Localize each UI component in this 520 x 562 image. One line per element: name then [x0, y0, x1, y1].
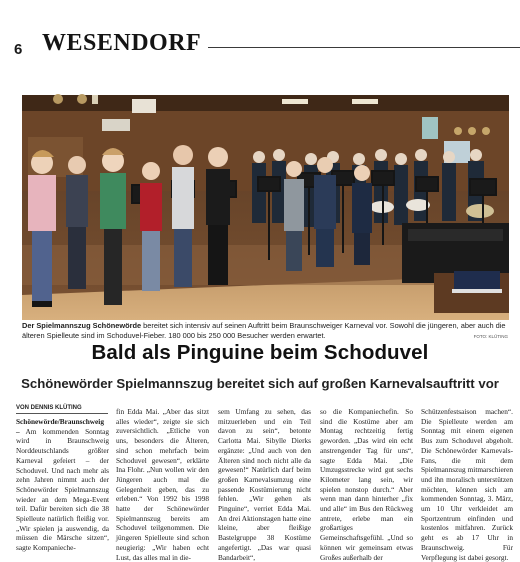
photo-caption	[22, 321, 509, 341]
article-headline: Bald als Pinguine beim Schoduvel	[91, 341, 429, 364]
article-column-4	[320, 407, 413, 562]
article-column-3	[218, 407, 311, 562]
byline-rule	[16, 413, 108, 414]
header-rule	[208, 47, 520, 48]
caption-lead: Der Spielmannszug Schönewörde	[22, 321, 142, 330]
column-text: sem Umfang zu sehen, das mitzuerleben und ein Teil davon zu sein“, betonte Carlotta Mai. Sibylle Dierks ergänzte: „Und auch von den Älteren sind noch nicht alle da gewesen!“ Natürlich darf beim großen Karnevalsumzug eine passende Kostümierung nicht fehlen. „Wir gehen als Pinguine“, verriet Edda Mai. An drei Aktionstagen hatte eine kleine, aber fleißige Bastelgruppe 38 Kostüme angefertigt. „Das war quasi Bandarbeit“,	[218, 407, 311, 562]
article-photo	[22, 95, 509, 320]
article-column-1	[16, 417, 109, 553]
page-header	[0, 0, 520, 70]
article-paragraph	[16, 417, 109, 553]
byline: VON DENNIS KLÜTING	[16, 405, 82, 411]
section-title: WESENDORF	[42, 30, 202, 56]
caption-text: bereitet sich intensiv auf seinen Auftritt beim Braunschweiger Karneval vor. Sowohl die jüngeren, aber auch die älteren Spielleute sind im Schoduvel-Fieber. 180 000 bis 250 000 Besucher werden erwartet.	[22, 321, 506, 340]
column-text: Am kommenden Sonntag wird in Braunschweig Norddeutschlands größter Karneval gefeiert – der Schoduvel. Und nach mehr als zehn Jahren nimmt auch der Schönewörder Spielmannszug wieder an dem Mega-Event teil. Dafür bereiten sich die 38 Spielleute natürlich fleißig vor. „Wir spielen ja auswendig, da müssen die Märsche sitzen“, sagte Kompanieche-	[16, 426, 109, 553]
article-column-5	[421, 407, 513, 562]
article-subheadline: Schönewörder Spielmannszug bereitet sich auf großen Karnevalsauftritt vor	[21, 376, 499, 391]
column-text: so die Kompaniechefin. So sind die Kostüme aber am Montag rechtzeitig fertig geworden. „Das wird ein echt anstrengender Tag für uns“, sagte Edda Mai. „Die Umzugsstrecke wird gut sechs Kilometer lang sein, wir spielen nonstop durch.“ Aber wenn man dann hinterher „fix und alle“ im Bus den Rückweg antrete, erlebe man ein großartiges Gemeinschaftsgefühl. „Und so können wir gemeinsam etwas Großes außerhalb der	[320, 407, 413, 562]
page-number: 6	[14, 41, 23, 58]
photo-credit: FOTO: KLÜTING	[473, 334, 508, 339]
column-text: fin Edda Mai. „Aber das sitzt alles wieder“, zeigte sie sich zuversichtlich. „Etliche von uns, besonders die Älteren, sind schon mehrfach beim Schoduvel gewesen“, erklärte Ina Flohr. „Nun wollen wir den Jüngeren auch mal die Gelegenheit geben, das zu erleben.“ Von 1992 bis 1998 hatte der Schönewörder Spielmannszug bereits am Schoduvel teilgenommen. Die jüngeren Spielleute sind schon neugierig: „Wir haben echt Lust, das alles mal in die-	[116, 407, 209, 562]
photo-illustration	[22, 95, 509, 320]
article-column-2	[116, 407, 209, 562]
dateline: Schönewörde/Braunschweig –	[16, 417, 104, 436]
column-text: Schützenfestsaison machen“. Die Spielleute werden am Sonntag mit einem eigenen Bus zum Schoduvel abgeholt. Die Schönewörder Karnevals-Fans, die mit dem Spielmannszug mitmarschieren und ihn moralisch unterstützen möchten, können sich am kommenden Sonntag, 3. März, um 10 Uhr verkleidet am Sportzentrum einfinden und kostenlos mitfahren. Zurück geht es ab 17 Uhr in Braunschweig. Für Verpflegung ist dabei gesorgt.	[421, 407, 513, 562]
